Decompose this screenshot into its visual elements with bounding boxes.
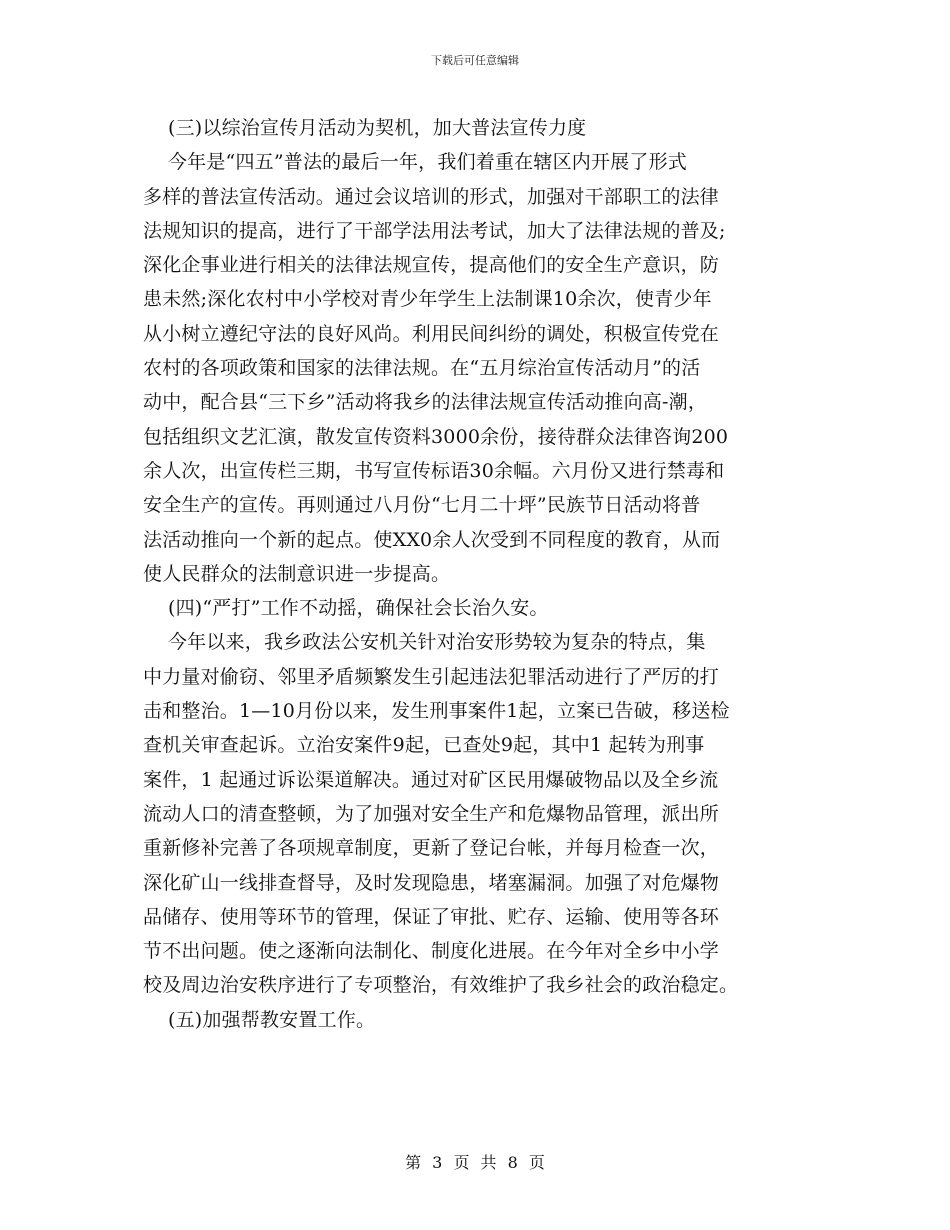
document-body bbox=[143, 111, 807, 1037]
text-line: 流动人口的清查整顿，为了加强对安全生产和危爆物品管理，派出所 bbox=[143, 802, 720, 825]
text-line: (四)“严打”工作不动摇，确保社会长治久安。 bbox=[143, 597, 549, 620]
text-line: 使人民群众的法制意识进一步提高。 bbox=[143, 562, 451, 585]
text-line: 节不出问题。使之逐渐向法制化、制度化进展。在今年对全乡中小学 bbox=[143, 940, 720, 963]
text-line: 中力量对偷窃、邻里矛盾频繁发生引起违法犯罪活动进行了严厉的打 bbox=[143, 665, 720, 688]
text-line: 品储存、使用等环节的管理，保证了审批、贮存、运输、使用等各环 bbox=[143, 905, 720, 928]
text-line: 查机关审查起诉。立治安案件9起，已查处9起，其中1 起转为刑事 bbox=[143, 734, 705, 757]
page-header: 下载后可任意编辑 bbox=[431, 54, 519, 67]
text-line: 击和整治。1—10月份以来，发生刑事案件1起，立案已告破，移送检 bbox=[143, 700, 730, 723]
text-line: 深化矿山一线排查督导，及时发现隐患，堵塞漏洞。加强了对危爆物 bbox=[143, 871, 720, 894]
text-line: (五)加强帮教安置工作。 bbox=[143, 1008, 376, 1031]
text-line: 多样的普法宣传活动。通过会议培训的形式，加强对干部职工的法律 bbox=[143, 185, 720, 208]
text-line: 深化企事业进行相关的法律法规宣传，提高他们的安全生产意识，防 bbox=[143, 254, 720, 277]
text-line: 余人次，出宣传栏三期，书写宣传标语30余幅。六月份又进行禁毒和 bbox=[143, 459, 725, 482]
text-line: 法活动推向一个新的起点。使XX0余人次受到不同程度的教育，从而 bbox=[143, 528, 721, 551]
text-line: 案件，1 起通过诉讼渠道解决。通过对矿区民用爆破物品以及全乡流 bbox=[143, 768, 719, 791]
text-line: 包括组织文艺汇演，散发宣传资料3000余份，接待群众法律咨询200 bbox=[143, 425, 729, 448]
text-line: 重新修补完善了各项规章制度，更新了登记台帐，并每月检查一次， bbox=[143, 837, 720, 860]
text-line: 法规知识的提高，进行了干部学法用法考试，加大了法律法规的普及; bbox=[143, 219, 726, 242]
text-line: 从小树立遵纪守法的良好风尚。利用民间纠纷的调处，积极宣传党在 bbox=[143, 322, 720, 345]
text-line: (三)以综治宣传月活动为契机，加大普法宣传力度 bbox=[143, 117, 587, 139]
text-line: 农村的各项政策和国家的法律法规。在“五月综治宣传活动月”的活 bbox=[143, 357, 701, 380]
page-number: 第 3 页 共 8 页 bbox=[405, 1153, 545, 1172]
text-line: 校及周边治安秩序进行了专项整治，有效维护了我乡社会的政治稳定。 bbox=[143, 974, 739, 997]
text-line: 安全生产的宣传。再则通过八月份“七月二十坪”民族节日活动将普 bbox=[143, 494, 701, 517]
text-line: 患未然;深化农村中小学校对青少年学生上法制课10余次，使青少年 bbox=[143, 288, 712, 311]
text-line: 动中，配合县“三下乡”活动将我乡的法律法规宣传活动推向高-潮， bbox=[143, 391, 708, 414]
text-line: 今年以来，我乡政法公安机关针对治安形势较为复杂的特点，集 bbox=[143, 631, 706, 654]
text-line: 今年是“四五”普法的最后一年，我们着重在辖区内开展了形式 bbox=[143, 151, 687, 174]
